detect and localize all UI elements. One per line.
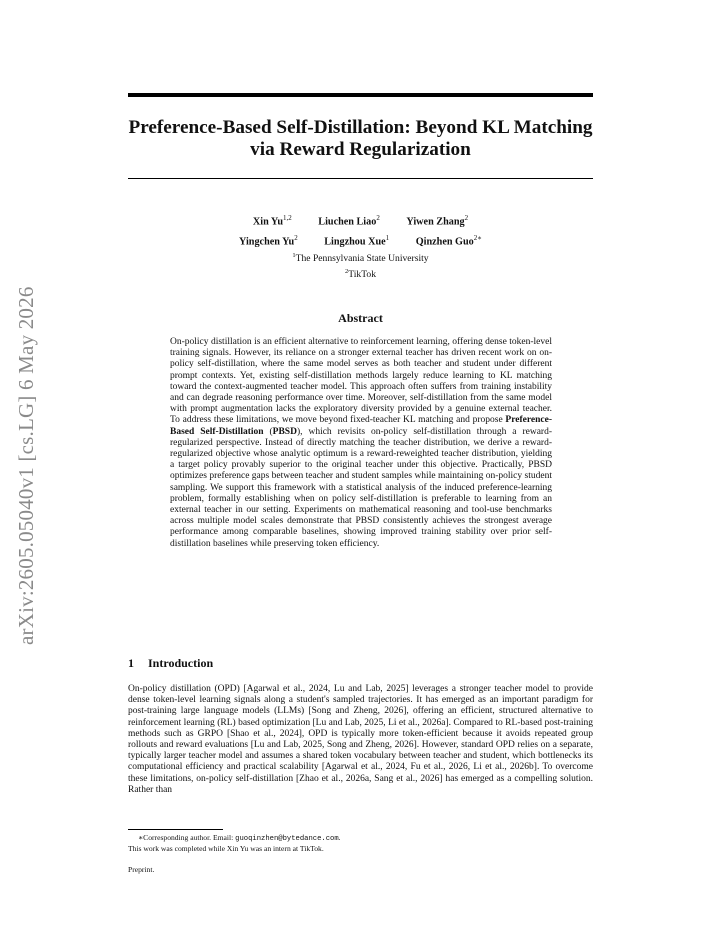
author-row-2 [128, 230, 593, 250]
author-row-1 [128, 210, 593, 230]
introduction-body: On-policy distillation (OPD) [Agarwal et al., 2024, Lu and Lab, 2025] leverages a stronger teacher model to provide dense token-level learning signals along a student's sampled trajectories. It has emerged as an important paradigm for post-training large language models (LLMs) [Song and Zheng, 2026], offering an efficient, structured alternative to reinforcement learning (RL) based optimization [Lu and Lab, 2025, Li et al., 2026a]. Compared to RL-based post-training methods such as GRPO [Shao et al., 2024], OPD is typically more token-efficient because it avoids repeated group rollouts and reward evaluations [Lu and Lab, 2025, Song and Zheng, 2026]. However, standard OPD relies on a separate, typically larger teacher model and assumes a shared token vocabulary between teacher and student, which bottlenecks its computational efficiency and practical scalability [Agarwal et al., 2024, Fu et al., 2026, Li et al., 2026b]. To overcome these limitations, on-policy self-distillation [Zhao et al., 2026a, Sang et al., 2026] has emerged as a compelling solution. Rather than [128, 684, 593, 795]
author: Yingchen Yu$^2$ [238, 234, 298, 248]
paper-title: Preference-Based Self-Distillation: Beyond KL Matching via Reward Regularization [128, 117, 593, 160]
title-top-rule [128, 93, 593, 97]
corresponding-author-note: ∗Corresponding author. Email: guoqinzhen@bytedance.com. [138, 833, 341, 843]
abstract-heading: Abstract [338, 311, 383, 325]
affiliations [128, 250, 593, 281]
abstract-body: On-policy distillation is an efficient alternative to reinforcement learning, offering dense token-level training signals. However, its reliance on a stronger external teacher has driven recent work on on-policy self-distillation, where the same model serves as both teacher and student under different prompt contexts. Yet, existing self-distillation methods largely reduce learning to KL matching toward the context-augmented teacher model. This approach often suffers from training instability and can degrade reasoning performance over time. Moreover, self-distillation from the same model with prompt augmentation lacks the exploratory diversity provided by a genuine external teacher. To address these limitations, we move beyond fixed-teacher KL matching and propose Preference-Based Self-Distillation (PBSD), which revisits on-policy self-distillation through a reward-regularized perspective. Instead of directly matching the teacher distribution, we derive a reward-regularized objective whose analytic optimum is a reward-reweighted teacher distribution, yielding a target policy provably superior to the original teacher under this objective. Practically, PBSD optimizes preference gaps between teacher and student samples while maintaining on-policy student sampling. We support this framework with a statistical analysis of the induced preference-learning problem, formally establishing when on policy self-distillation is preferable to learning from an external teacher in our setting. Experiments on mathematical reasoning and tool-use benchmarks across multiple model scales demonstrate that PBSD consistently achieves the strongest average performance among comparable baselines, showing improved training stability over prior self-distillation baselines while preserving token efficiency. [170, 337, 552, 549]
email-address: guoqinzhen@bytedance.com [235, 835, 339, 843]
intern-note: This work was completed while Xin Yu was an intern at TikTok. [128, 844, 324, 853]
section-heading: 1 Introduction [128, 656, 214, 670]
author: Xin Yu$^{1,2}$ [252, 214, 292, 228]
footnotes [128, 833, 593, 854]
author: Yiwen Zhang$^2$ [406, 214, 469, 228]
author: Lingzhou Xue$^1$ [324, 234, 390, 248]
author: Qinzhen Guo$^{2∗}$ [415, 234, 483, 248]
affiliation: $^1$The Pennsylvania State University [292, 252, 429, 265]
method-acronym: PBSD [272, 426, 297, 437]
preprint-label: Preprint. [128, 865, 155, 874]
affiliation: $^2$TikTok [344, 267, 377, 280]
arxiv-identifier: arXiv:2605.05040v1 [cs.LG] 6 May 2026 [14, 286, 38, 645]
author-list [128, 210, 593, 251]
author: Liuchen Liao$^2$ [318, 214, 380, 228]
footnote-rule [128, 829, 223, 830]
title-bottom-rule [128, 178, 593, 179]
method-name: Preference-Based Self-Distillation [170, 415, 552, 437]
